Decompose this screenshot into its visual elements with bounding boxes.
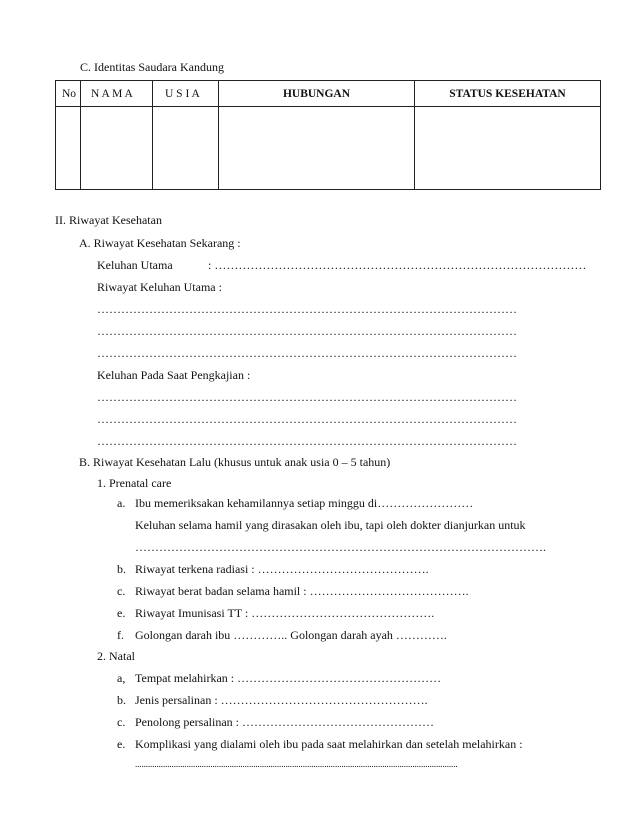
table-cell[interactable]	[415, 107, 601, 190]
prenatal-item-e-text: Riwayat Imunisasi TT : ……………………………………….	[135, 606, 435, 620]
keluhan-pengkajian-label: Keluhan Pada Saat Pengkajian :	[97, 368, 251, 382]
riwayat-keluhan-label: Riwayat Keluhan Utama :	[97, 280, 222, 294]
table-cell[interactable]	[81, 107, 153, 190]
col-header-no: No	[56, 81, 81, 107]
keluhan-pengkajian-field-1[interactable]: ……………………………………………………………………………………………	[97, 390, 517, 404]
natal-item-e-marker: e.	[117, 737, 126, 751]
natal-item-b-text: Jenis persalinan : …………………………………………….	[135, 693, 428, 707]
riwayat-keluhan-field-1[interactable]: ……………………………………………………………………………………………	[97, 302, 517, 316]
section-b-title: B. Riwayat Kesehatan Lalu (khusus untuk anak usia 0 – 5 tahun)	[79, 455, 391, 469]
col-header-usia: U S I A	[153, 81, 219, 107]
table-cell[interactable]	[153, 107, 219, 190]
prenatal-item-a-text: Ibu memeriksakan kehamilannya setiap minggu di……………………	[135, 496, 474, 510]
natal-item-c-text: Penolong persalinan : …………………………………………	[135, 715, 434, 729]
prenatal-item-a-marker: a.	[117, 496, 126, 510]
table-header-row	[56, 81, 601, 107]
keluhan-utama-label: Keluhan Utama	[97, 258, 173, 272]
siblings-table	[55, 80, 601, 190]
natal-item-a-text: Tempat melahirkan : ……………………………………………	[135, 671, 442, 685]
prenatal-item-b-marker: b.	[117, 562, 126, 576]
riwayat-keluhan-field-3[interactable]: ……………………………………………………………………………………………	[97, 346, 517, 360]
riwayat-keluhan-field-2[interactable]: ……………………………………………………………………………………………	[97, 324, 517, 338]
keluhan-utama-field[interactable]: : …………………………………………………………………………………	[208, 258, 587, 272]
section-ii-title: II. Riwayat Kesehatan	[55, 213, 162, 227]
natal-item-c-marker: c.	[117, 715, 126, 729]
prenatal-item-a-sub1: Keluhan selama hamil yang dirasakan oleh ibu, tapi oleh dokter dianjurkan untuk	[135, 518, 526, 532]
col-header-nama: N A M A	[81, 81, 153, 107]
table-cell[interactable]	[56, 107, 81, 190]
prenatal-item-b-text: Riwayat terkena radiasi : …………………………………….	[135, 562, 429, 576]
keluhan-pengkajian-field-2[interactable]: ……………………………………………………………………………………………	[97, 412, 517, 426]
natal-item-b-marker: b.	[117, 693, 126, 707]
natal-item-e-field[interactable]: ......................................................................................................................................................	[135, 759, 458, 769]
table-row	[56, 107, 601, 190]
prenatal-item-f-marker: f.	[117, 628, 124, 642]
prenatal-item-f-text: Golongan darah ibu ………….. Golongan darah ayah ………….	[135, 628, 447, 642]
section-a-title: A. Riwayat Kesehatan Sekarang :	[79, 236, 241, 250]
col-header-hubungan: HUBUNGAN	[219, 81, 415, 107]
prenatal-title: 1. Prenatal care	[97, 476, 172, 490]
natal-title: 2. Natal	[97, 649, 135, 663]
section-c-title: C. Identitas Saudara Kandung	[80, 60, 224, 74]
prenatal-item-a-sub2[interactable]: ………………………………………………………………………………………….	[135, 540, 546, 554]
prenatal-item-c-text: Riwayat berat badan selama hamil : ………………………………….	[135, 584, 469, 598]
col-header-status-kesehatan: STATUS KESEHATAN	[415, 81, 601, 107]
prenatal-item-e-marker: e.	[117, 606, 126, 620]
table-cell[interactable]	[219, 107, 415, 190]
natal-item-e-text: Komplikasi yang dialami oleh ibu pada saat melahirkan dan setelah melahirkan :	[135, 737, 523, 751]
natal-item-a-marker: a,	[117, 671, 126, 685]
prenatal-item-c-marker: c.	[117, 584, 126, 598]
keluhan-pengkajian-field-3[interactable]: ……………………………………………………………………………………………	[97, 434, 517, 448]
